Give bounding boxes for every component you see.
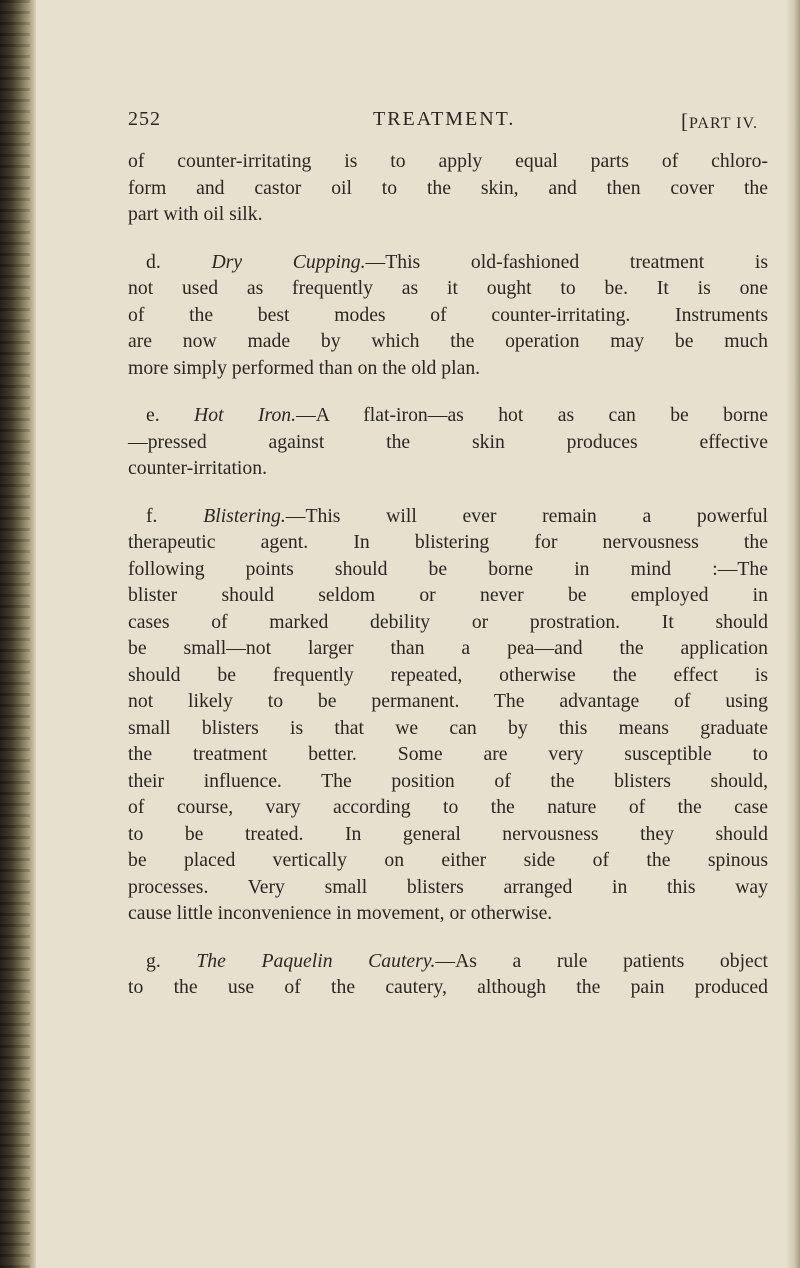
paragraph-continuation (128, 148, 768, 228)
text-line: not likely to be permanent. The advantage of using (128, 690, 768, 712)
page-number: 252 (128, 108, 161, 130)
text-line: small blisters is that we can by this means graduate (128, 716, 768, 739)
text-line: their influence. The position of the blisters should, (128, 769, 768, 792)
part-label-text: PART IV. (689, 115, 758, 132)
text-line: processes. Very small blisters arranged in this way (128, 875, 768, 898)
text-line: therapeutic agent. In blistering for nervousness the (128, 531, 768, 553)
running-title: TREATMENT. (373, 108, 516, 130)
text-line: cause little inconvenience in movement, or otherwise. (128, 902, 553, 924)
page-edge-shadow (786, 0, 800, 1268)
text-line: the treatment better. Some are very susceptible to (128, 743, 768, 765)
text-line (128, 503, 768, 530)
text-line: should be frequently repeated, otherwise the effect is (128, 663, 768, 686)
part-label (681, 109, 758, 134)
text-line: be small—not larger than a pea—and the application (128, 637, 768, 659)
text-line: more simply performed than on the old plan. (128, 356, 481, 379)
text-line: counter-irritation. (128, 457, 268, 479)
text-fragment: —As a rule patients object (435, 949, 768, 972)
paragraph-paquelin-cautery (128, 948, 768, 1001)
section-marker: e. (146, 404, 160, 426)
text-line: form and castor oil to the skin, and then cover the (128, 176, 768, 199)
text-line: blister should seldom or never be employed in (128, 584, 768, 606)
text-line: —pressed against the skin produces effective (128, 430, 768, 453)
text-line (128, 402, 768, 429)
paragraph-dry-cupping (128, 249, 768, 382)
spine-texture (0, 0, 30, 1268)
text-line: be placed vertically on either side of the spinous (128, 849, 768, 871)
section-heading: The Paquelin Cautery. (196, 949, 436, 972)
text-line: are now made by which the operation may be much (128, 330, 768, 352)
section-heading: Dry Cupping. (211, 250, 366, 273)
section-marker: g. (146, 949, 161, 972)
part-bracket: [ (681, 109, 689, 133)
text-line: to the use of the cautery, although the pain produced (128, 976, 768, 998)
text-line: of the best modes of counter-irritating. Instruments (128, 303, 768, 326)
section-heading: Blistering. (203, 504, 286, 527)
text-line: not used as frequently as it ought to be. It is one (128, 277, 768, 299)
running-head (128, 108, 768, 148)
text-line (128, 249, 768, 276)
book-page (128, 108, 768, 1001)
text-line (128, 948, 768, 975)
text-line: of counter-irritating is to apply equal parts of chloro- (128, 150, 768, 172)
section-heading: Hot Iron. (194, 404, 297, 426)
text-line: cases of marked debility or prostration. It should (128, 610, 768, 633)
text-line: to be treated. In general nervousness they should (128, 822, 768, 845)
text-fragment: —A flat-iron—as hot as can be borne (296, 404, 768, 426)
section-marker: d. (146, 250, 161, 273)
text-fragment: —This will ever remain a powerful (285, 504, 768, 527)
paragraph-blistering (128, 503, 768, 927)
text-fragment: —This old-fashioned treatment is (365, 250, 769, 273)
text-line: part with oil silk. (128, 203, 263, 225)
section-marker: f. (146, 504, 158, 527)
text-line: following points should be borne in mind :—The (128, 557, 768, 580)
text-line: of course, vary according to the nature of the case (128, 796, 768, 818)
paragraph-hot-iron (128, 402, 768, 482)
